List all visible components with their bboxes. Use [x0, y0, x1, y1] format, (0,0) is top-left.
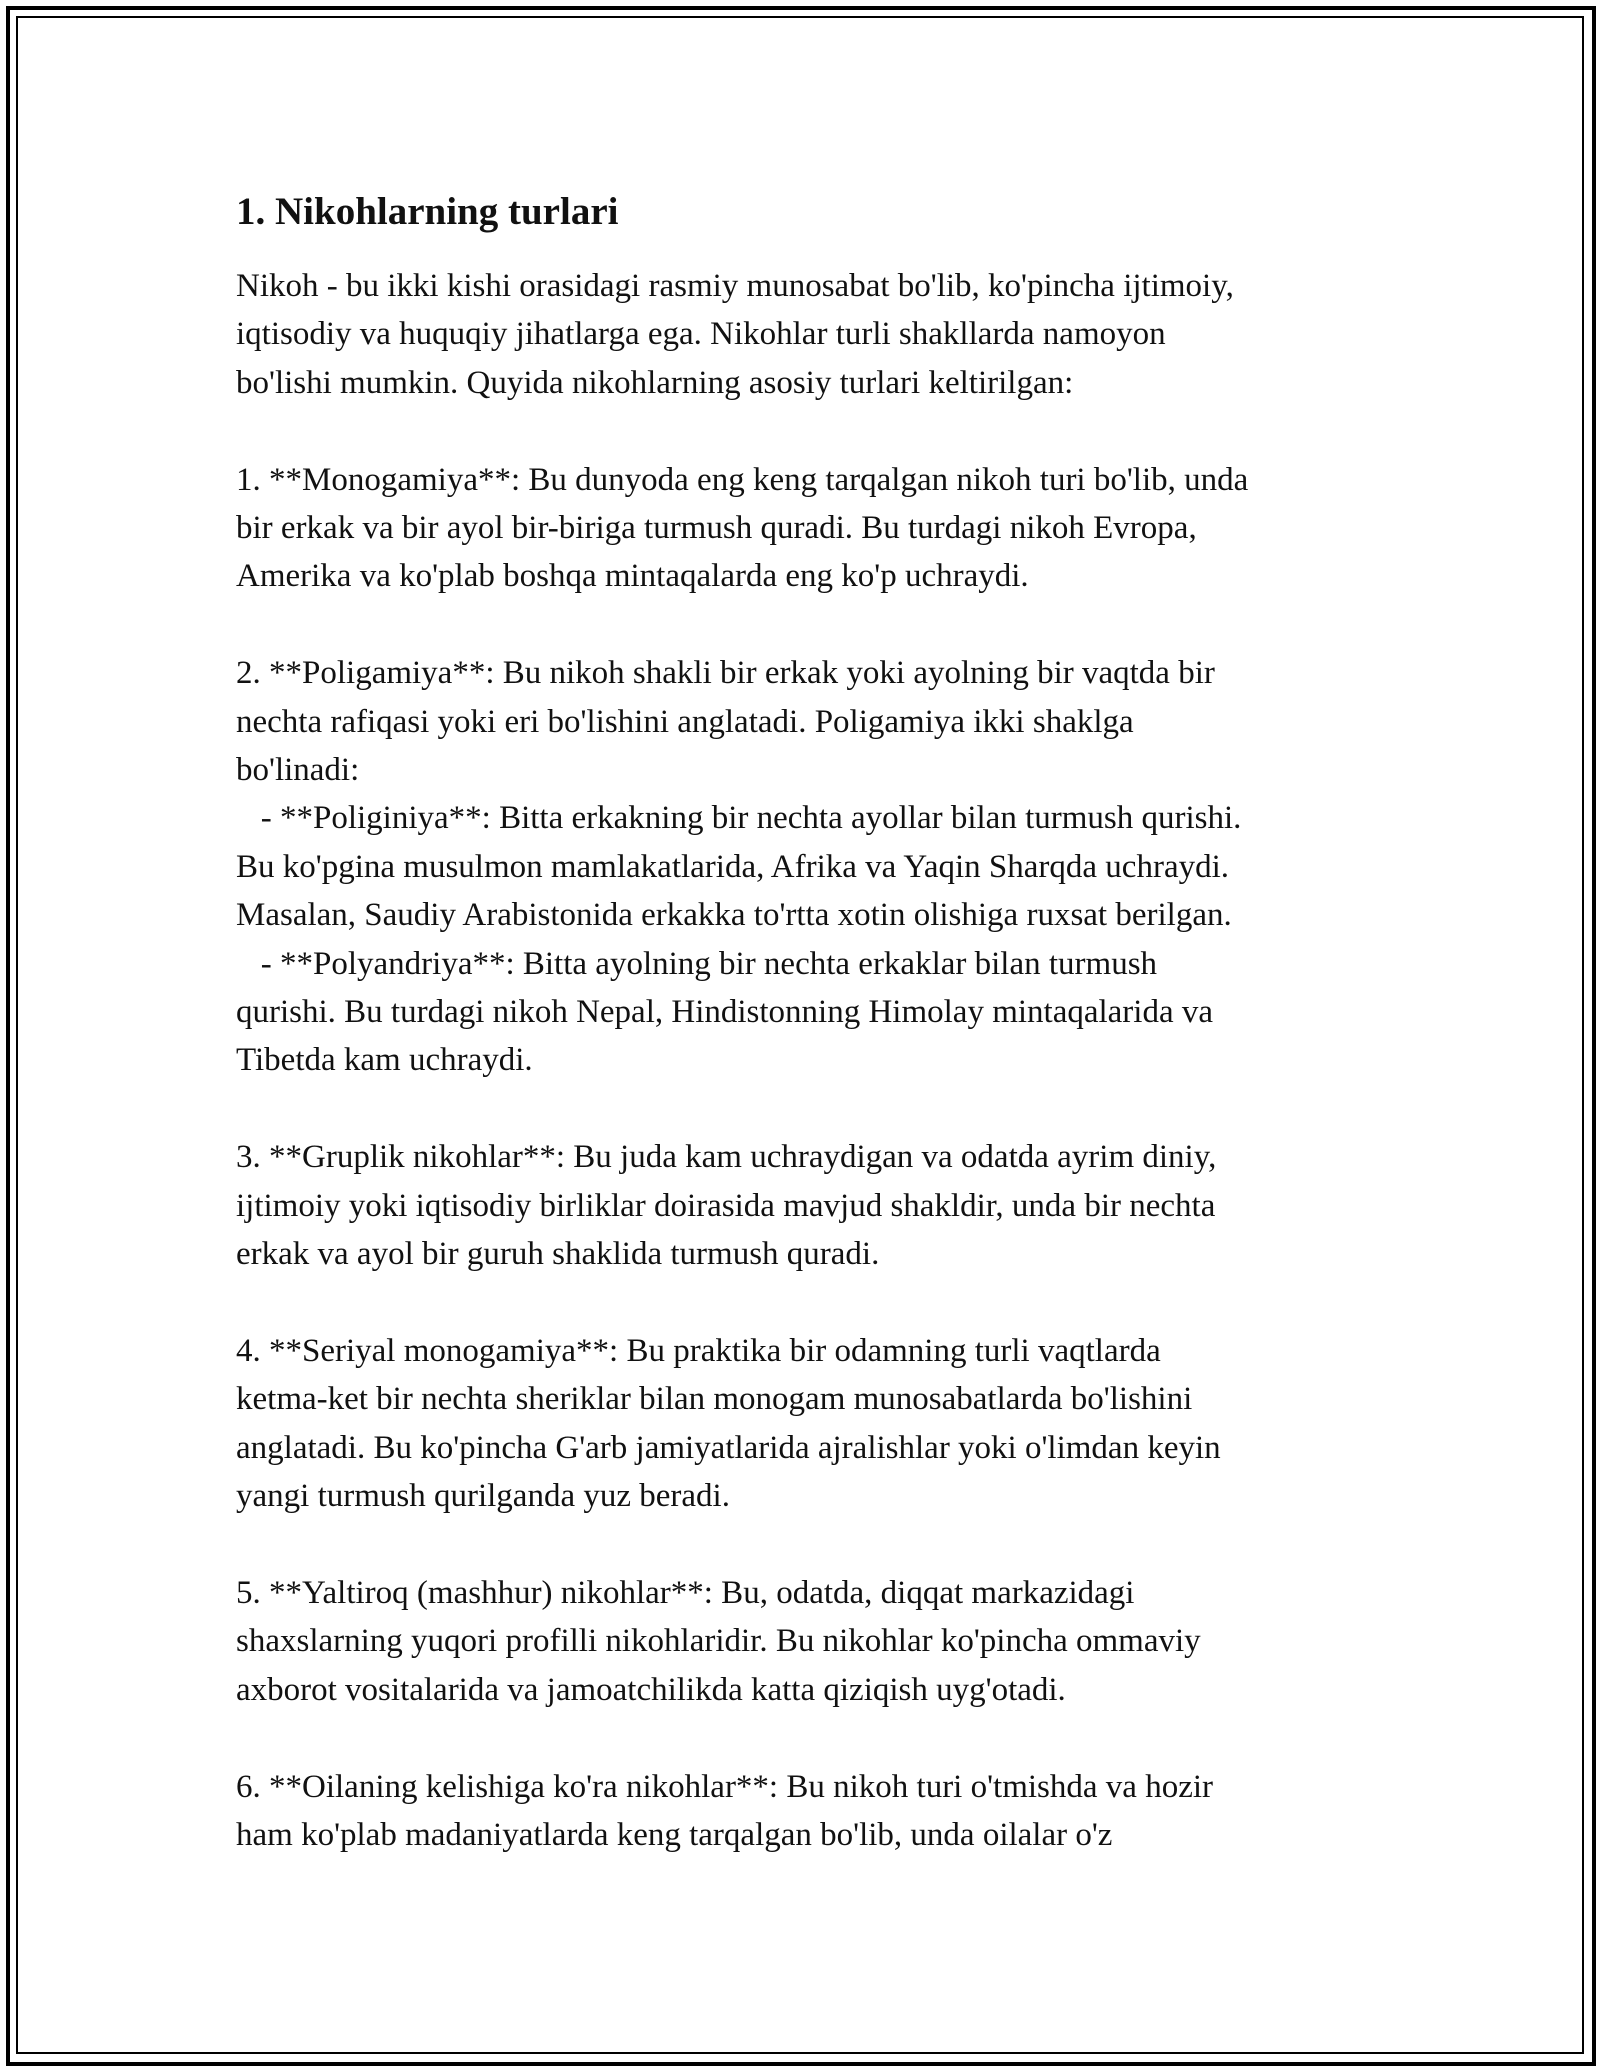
- text-line: qurishi. Bu turdagi nikoh Nepal, Hindistonning Himolay mintaqalarida va: [236, 994, 1214, 1031]
- text-line: Bu ko'pgina musulmon mamlakatlarida, Afrika va Yaqin Sharqda uchraydi.: [236, 848, 1230, 885]
- text-line: 2. **Poligamiya**: Bu nikoh shakli bir erkak yoki ayolning bir vaqtda bir: [236, 655, 1215, 692]
- paragraph-gap: [236, 601, 1376, 649]
- text-line: Nikoh - bu ikki kishi orasidagi rasmiy munosabat bo'lib, ko'pincha ijtimoiy,: [236, 268, 1234, 304]
- text-line: 5. **Yaltiroq (mashhur) nikohlar**: Bu, odatda, diqqat markazidagi: [236, 1574, 1135, 1611]
- text-line: - **Poliginiya**: Bitta erkakning bir nechta ayollar bilan turmush qurishi.: [236, 800, 1242, 837]
- paragraph: [236, 262, 1376, 407]
- paragraph: [236, 649, 1376, 1085]
- text-line: 1. **Monogamiya**: Bu dunyoda eng keng tarqalgan nikoh turi bo'lib, unda: [236, 461, 1249, 498]
- paragraph-list: [236, 262, 1376, 1859]
- text-line: bir erkak va bir ayol bir-biriga turmush quradi. Bu turdagi nikoh Evropa,: [236, 510, 1197, 547]
- text-line: iqtisodiy va huquqiy jihatlarga ega. Nikohlar turli shakllarda namoyon: [236, 316, 1166, 353]
- text-line: axborot vositalarida va jamoatchilikda katta qiziqish uyg'otadi.: [236, 1671, 1066, 1708]
- paragraph: [236, 1133, 1376, 1278]
- text-line: 3. **Gruplik nikohlar**: Bu juda kam uchraydigan va odatda ayrim diniy,: [236, 1139, 1217, 1176]
- page-title: 1. Nikohlarning turlari: [236, 190, 619, 233]
- text-line: ham ko'plab madaniyatlarda keng tarqalgan bo'lib, unda oilalar o'z: [236, 1816, 1113, 1853]
- paragraph: [236, 1763, 1376, 1860]
- text-line: nechta rafiqasi yoki eri bo'lishini anglatadi. Poligamiya ikki shaklga: [236, 703, 1134, 740]
- text-line: bo'lishi mumkin. Quyida nikohlarning asosiy turlari keltirilgan:: [236, 364, 1074, 401]
- text-line: erkak va ayol bir guruh shaklida turmush quradi.: [236, 1236, 880, 1273]
- text-line: 4. **Seriyal monogamiya**: Bu praktika bir odamning turli vaqtlarda: [236, 1332, 1161, 1369]
- text-line: yangi turmush qurilganda yuz beradi.: [236, 1478, 730, 1515]
- text-line: bo'linadi:: [236, 752, 360, 789]
- text-line: 6. **Oilaning kelishiga ko'ra nikohlar**: Bu nikoh turi o'tmishda va hozir: [236, 1768, 1213, 1805]
- text-line: - **Polyandriya**: Bitta ayolning bir nechta erkaklar bilan turmush: [236, 945, 1158, 982]
- text-line: ketma-ket bir nechta sheriklar bilan monogam munosabatlarda bo'lishini: [236, 1381, 1193, 1418]
- text-line: shaxslarning yuqori profilli nikohlaridir. Bu nikohlar ko'pincha ommaviy: [236, 1623, 1201, 1660]
- paragraph-gap: [236, 407, 1376, 455]
- paragraph: [236, 1327, 1376, 1521]
- paragraph-gap: [236, 1714, 1376, 1762]
- text-line: Masalan, Saudiy Arabistonida erkakka to'rtta xotin olishiga ruxsat berilgan.: [236, 897, 1232, 934]
- paragraph: [236, 456, 1376, 601]
- text-line: Amerika va ko'plab boshqa mintaqalarda eng ko'p uchraydi.: [236, 558, 1029, 595]
- text-line: Tibetda kam uchraydi.: [236, 1042, 533, 1079]
- document-body: [236, 188, 1376, 1859]
- text-line: ijtimoiy yoki iqtisodiy birliklar doirasida mavjud shakldir, unda bir nechta: [236, 1187, 1216, 1224]
- paragraph-gap: [236, 1278, 1376, 1326]
- paragraph: [236, 1569, 1376, 1714]
- text-line: anglatadi. Bu ko'pincha G'arb jamiyatlarida ajralishlar yoki o'limdan keyin: [236, 1429, 1221, 1466]
- paragraph-gap: [236, 1085, 1376, 1133]
- paragraph-gap: [236, 1521, 1376, 1569]
